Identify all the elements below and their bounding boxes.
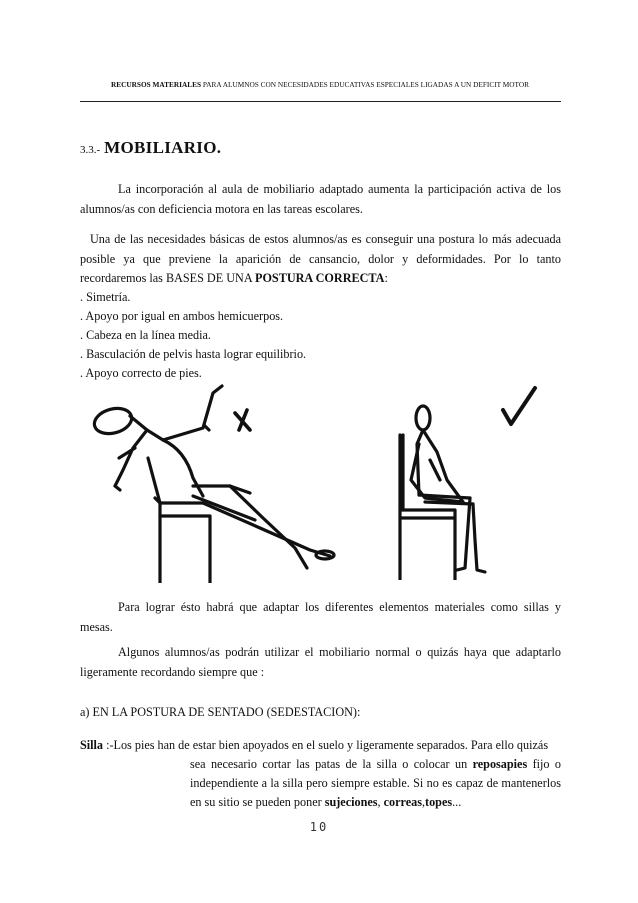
section-heading: [80, 138, 221, 158]
silla-paragraph: [80, 736, 561, 812]
subheading-sedestacion: a) EN LA POSTURA DE SENTADO (SEDESTACION):: [80, 705, 361, 719]
list-item: . Simetría.: [80, 290, 131, 304]
posture-list: [80, 288, 306, 383]
silla-text-a: sea necesario cortar las patas de la silla o colocar un: [190, 757, 473, 771]
paragraph-3: Para lograr ésto habrá que adaptar los diferentes elementos materiales como sillas y mesas.: [80, 600, 561, 634]
silla-text-b: fijo o independiente a la silla pero siempre estable. Si no es capaz de mantenerlos en su sitio se pueden poner: [190, 757, 561, 809]
page-number: 10: [309, 820, 329, 834]
silla-bold-topes: topes: [425, 795, 453, 809]
silla-bold-reposapies: reposapies: [472, 757, 528, 771]
paragraph-2-bold: POSTURA CORRECTA: [255, 271, 385, 285]
silla-first-line: [80, 736, 561, 755]
paragraph-2: [80, 230, 561, 289]
list-item: . Apoyo correcto de pies.: [80, 366, 202, 380]
silla-continuation: [80, 755, 561, 812]
section-title: MOBILIARIO.: [104, 138, 222, 157]
silla-bold-correas: correas: [383, 795, 422, 809]
correct-posture-illustration: [385, 380, 545, 580]
list-item: . Cabeza en la línea media.: [80, 328, 211, 342]
silla-sep: ,: [377, 795, 384, 809]
paragraph-2-text: Una de las necesidades básicas de estos alumnos/as es conseguir una postura lo más adecuada posible ya que previene la aparición de cansancio, dolor y deformidades. Por lo tanto recordaremos las BASES DE UNA: [80, 232, 561, 285]
silla-bold-sujeciones: sujeciones: [324, 795, 378, 809]
paragraph-1: La incorporación al aula de mobiliario adaptado aumenta la participación activa de los alumnos/as con deficiencia motora en las tareas escolares.: [80, 182, 561, 216]
list-item: . Basculación de pelvis hasta lograr equilibrio.: [80, 347, 307, 361]
section-number: 3.3.-: [80, 144, 101, 156]
silla-sep: ,: [421, 795, 426, 809]
paragraph-4: Algunos alumnos/as podrán utilizar el mobiliario normal o quizás haya que adaptarlo ligeramente recordando siempre que :: [80, 645, 561, 679]
silla-first-text: :-Los pies han de estar bien apoyados en el suelo y ligeramente separados. Para ello quizás: [103, 738, 549, 752]
running-header: [80, 80, 560, 89]
list-item: . Apoyo por igual en ambos hemicuerpos.: [80, 309, 284, 323]
paragraph-2-end: :: [384, 271, 388, 285]
incorrect-posture-illustration: [85, 378, 350, 583]
header-bold: RECURSOS MATERIALES: [110, 80, 202, 89]
silla-label: Silla: [80, 738, 104, 752]
silla-ellipsis: ...: [452, 795, 462, 809]
header-rule: [80, 101, 561, 102]
header-rest: PARA ALUMNOS CON NECESIDADES EDUCATIVAS ESPECIALES LIGADAS A UN DEFICIT MOTOR: [201, 80, 530, 89]
